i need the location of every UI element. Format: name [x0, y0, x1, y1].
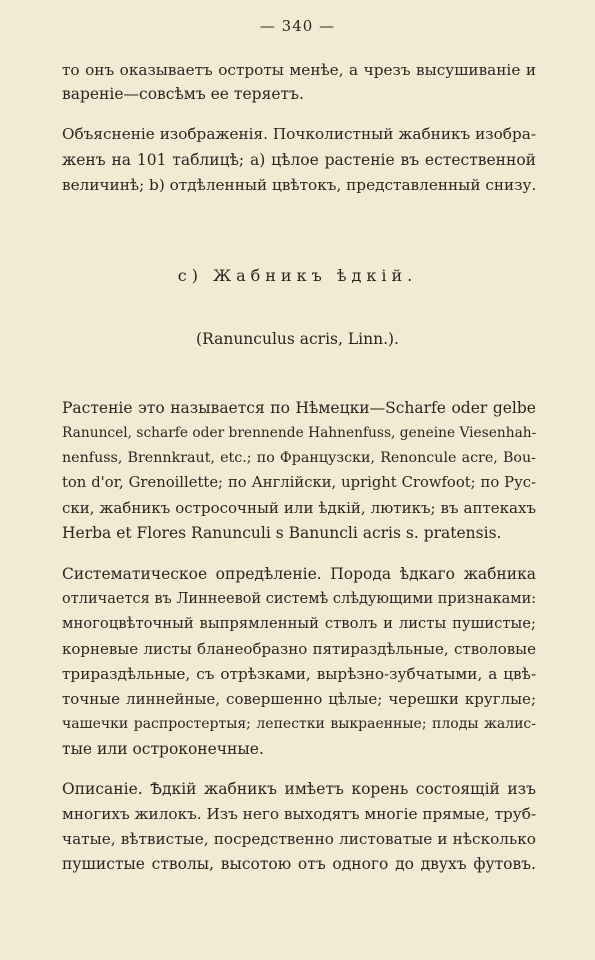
text-line: Растеніе это называется по Нѣмецки—Scharfe oder gelbe: [62, 399, 536, 417]
text-line: Herba et Flores Ranunculi s Banuncli acris s. pratensis.: [62, 524, 502, 542]
text-line: ton d'or, Grenoillette; по Англійски, upright Crowfoot; по Рус-: [62, 474, 536, 491]
text-line: nenfuss, Brennkraut, etc.; по Французски, Renoncule acre, Bou-: [62, 450, 536, 466]
text-line: пушистые стволы, высотою отъ одного до двухъ футовъ.: [62, 855, 536, 873]
section-heading: c) Жабникъ ѣдкій.: [177, 266, 418, 285]
text-line: тые или остроконечные.: [62, 740, 264, 758]
text-line: женъ на 101 таблицѣ; а) цѣлое растеніе въ естественной: [62, 151, 536, 169]
text-line: трираздѣльные, съ отрѣзками, вырѣзно-зубчатыми, а цвѣ-: [62, 665, 536, 683]
text-line: многоцвѣточный выпрямленный стволъ и листы пушистые;: [62, 615, 536, 632]
text-line: ски, жабникъ остросочный или ѣдкій, лютикъ; въ аптекахъ: [62, 499, 536, 517]
text-line: чашечки распростертыя; лепестки выкраенные; плоды жалис-: [62, 716, 536, 732]
text-line: то онъ оказываетъ остроты менѣе, а чрезъ высушиваніе и: [62, 61, 536, 79]
text-line: чатые, вѣтвистые, посредственно листоватые и нѣсколько: [62, 830, 536, 848]
text-line: вареніе—совсѣмъ ее теряетъ.: [62, 85, 304, 103]
latin-name: (Ranunculus acris, Linn.).: [196, 330, 399, 348]
text-line: Описаніе. Ѣдкій жабникъ имѣетъ корень состоящій изъ: [62, 780, 536, 798]
text-line: Ranuncel, scharfe oder brennende Hahnenfuss, geneine Viesenhah-: [62, 425, 536, 441]
text-line: многихъ жилокъ. Изъ него выходятъ многіе прямые, труб-: [62, 805, 536, 823]
text-line: корневые листы бланеобразно пятираздѣльные, стволовые: [62, 640, 536, 658]
page-number: — 340 —: [259, 17, 336, 35]
text-line: точные линнейные, совершенно цѣлые; черешки круглые;: [62, 690, 536, 708]
text-line: величинѣ; b) отдѣленный цвѣтокъ, представленный снизу.: [62, 176, 536, 194]
text-line: отличается въ Линнеевой системѣ слѣдующими признаками:: [62, 591, 536, 607]
text-line: Объясненіе изображенія. Почколистный жабникъ изобра-: [62, 125, 536, 143]
text-line: Систематическое опредѣленіе. Порода ѣдкаго жабника: [62, 565, 536, 583]
